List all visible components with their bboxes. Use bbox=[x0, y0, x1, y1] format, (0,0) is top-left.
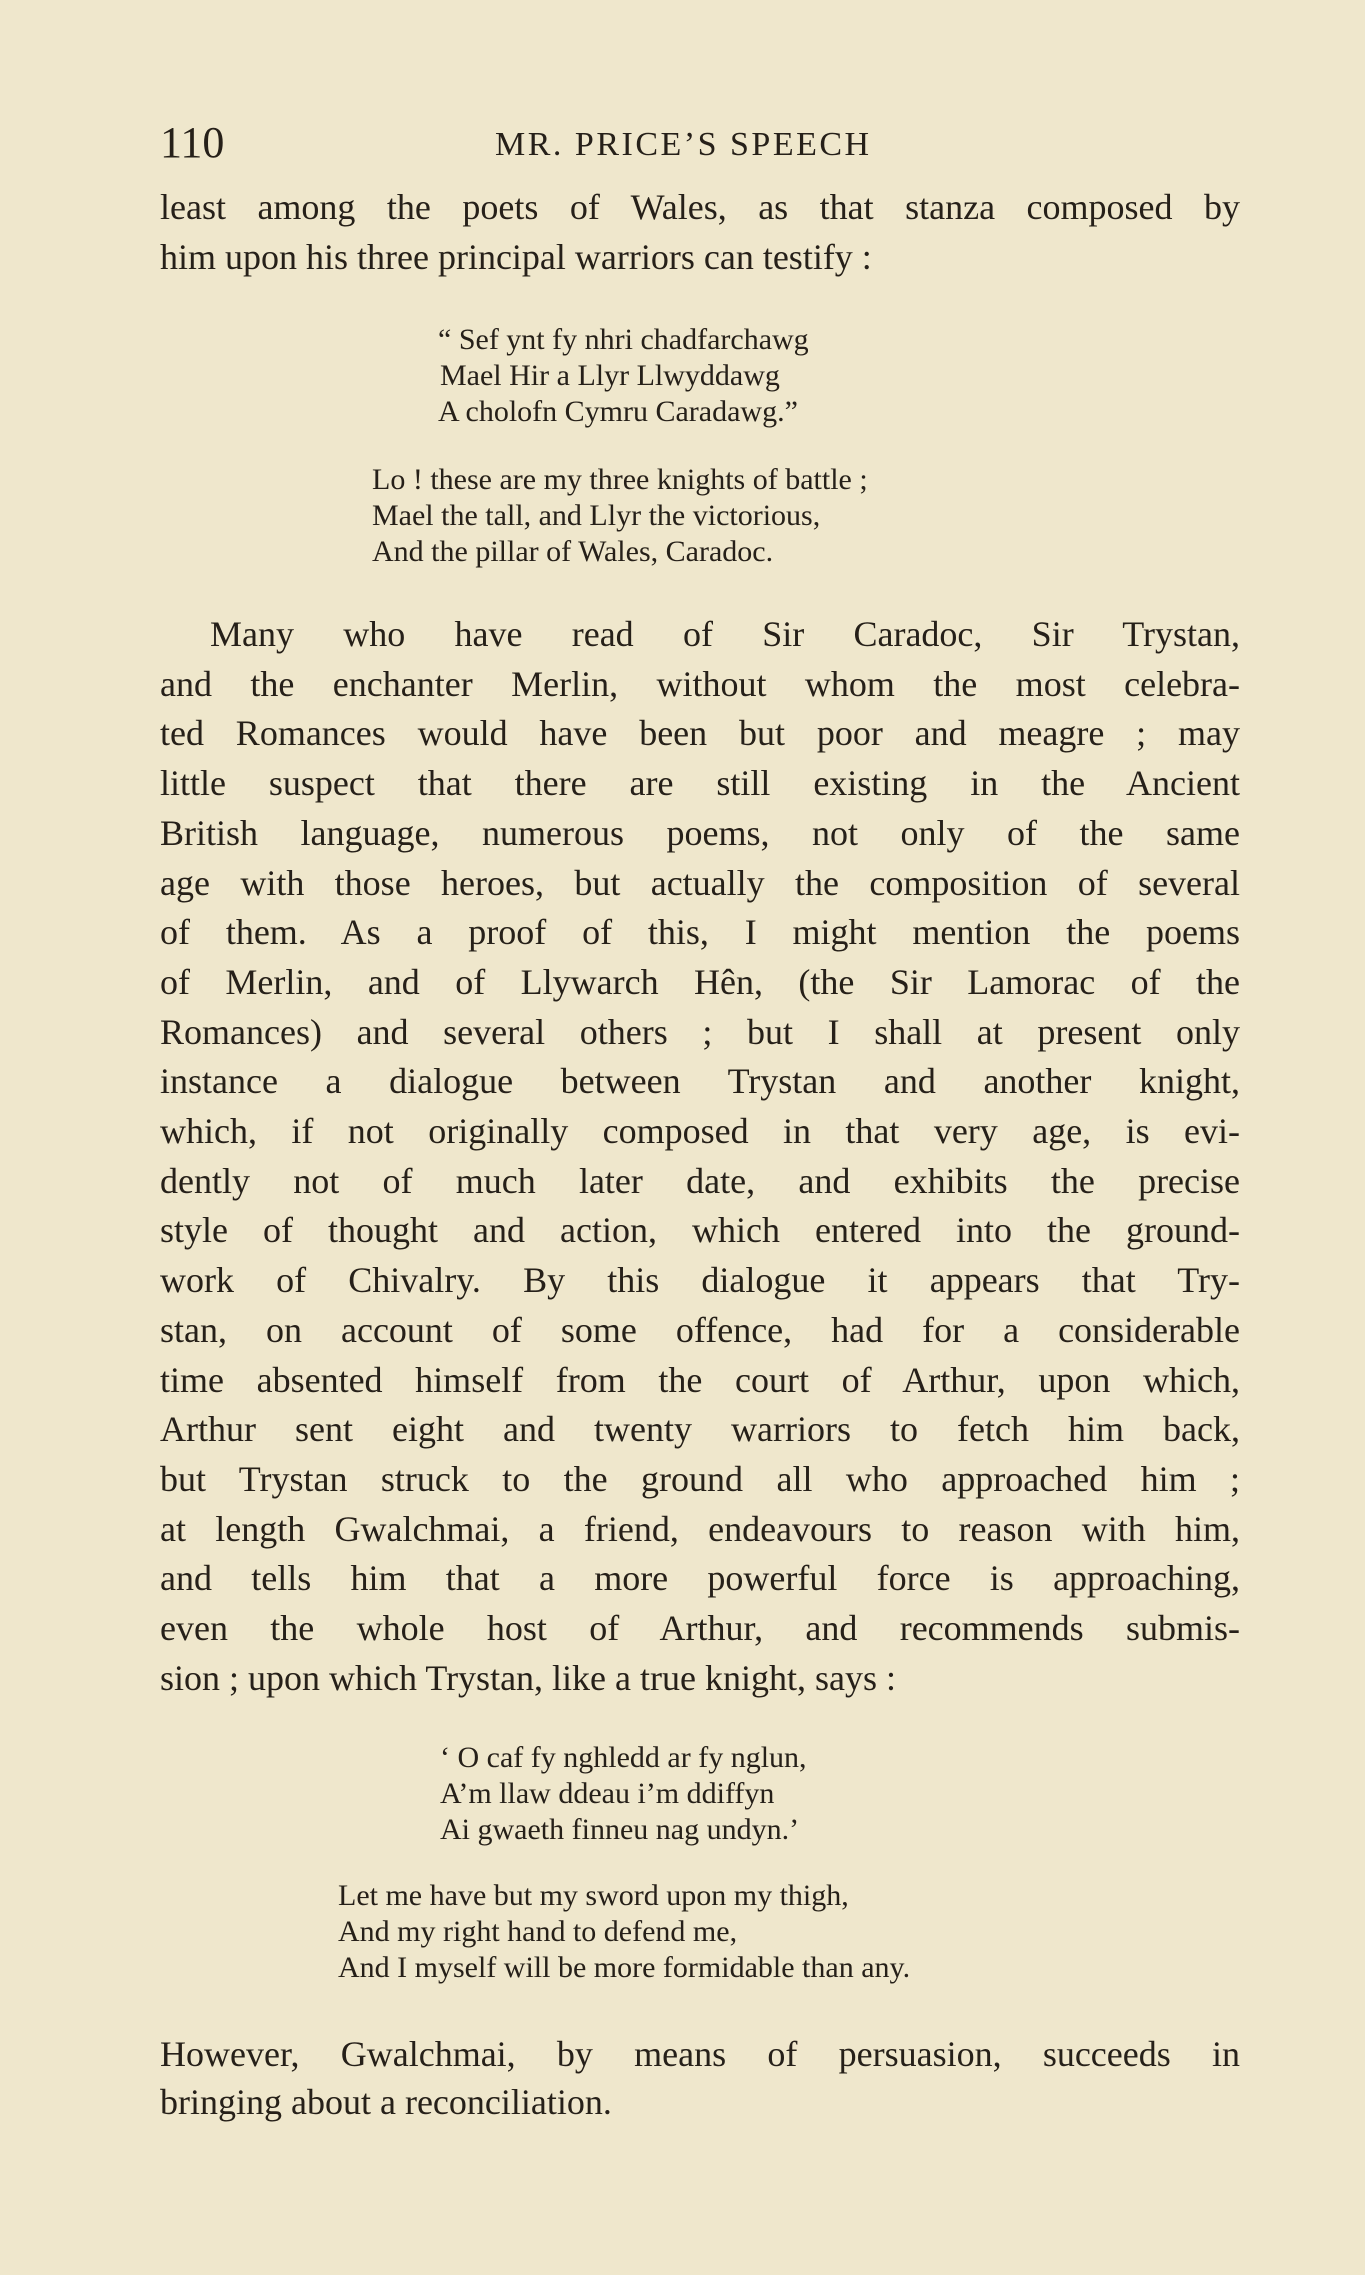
text-line: little suspect that there are still existing in the Ancient bbox=[160, 763, 1240, 804]
text-line: Arthur sent eight and twenty warriors to fetch him back, bbox=[160, 1409, 1240, 1450]
english-verse-1 bbox=[372, 462, 868, 570]
text-line: least among the poets of Wales, as that stanza composed by bbox=[160, 187, 1240, 227]
text-line: age with those heroes, but actually the composition of several bbox=[160, 862, 1240, 903]
verse-line: Mael Hir a Llyr Llwyddawg bbox=[440, 359, 780, 392]
text-line: sion ; upon which Trystan, like a true knight, says : bbox=[160, 1657, 896, 1698]
text-line: work of Chivalry. By this dialogue it appears that Try- bbox=[160, 1260, 1240, 1301]
verse-line: And my right hand to defend me, bbox=[338, 1915, 738, 1948]
text-line: Romances) and several others ; but I shall at present only bbox=[160, 1011, 1240, 1052]
verse-line: ‘ O caf fy nghledd ar fy nglun, bbox=[440, 1741, 807, 1774]
text-line: However, Gwalchmai, by means of persuasion, succeeds in bbox=[160, 2034, 1240, 2074]
verse-line: And I myself will be more formidable than any. bbox=[338, 1951, 911, 1984]
page-header bbox=[160, 118, 1250, 168]
text-line: of Merlin, and of Llywarch Hên, (the Sir Lamorac of the bbox=[160, 961, 1240, 1002]
text-line: but Trystan struck to the ground all who approached him ; bbox=[160, 1458, 1240, 1499]
text-line: of them. As a proof of this, I might mention the poems bbox=[160, 912, 1240, 953]
text-line: style of thought and action, which entered into the ground- bbox=[160, 1210, 1240, 1251]
verse-line: A’m llaw ddeau i’m ddiffyn bbox=[440, 1777, 775, 1810]
text-line: British language, numerous poems, not only of the same bbox=[160, 812, 1240, 853]
welsh-verse-1 bbox=[438, 322, 809, 430]
text-line: time absented himself from the court of Arthur, upon which, bbox=[160, 1359, 1240, 1400]
running-head: MR. PRICE’S SPEECH bbox=[495, 126, 872, 163]
paragraph-end bbox=[160, 2030, 1240, 2126]
paragraph-top bbox=[160, 182, 1240, 282]
verse-line: Lo ! these are my three knights of battle ; bbox=[372, 463, 868, 496]
text-line: bringing about a reconciliation. bbox=[160, 2082, 612, 2122]
welsh-verse-2 bbox=[440, 1740, 807, 1848]
verse-line: Ai gwaeth finneu nag undyn.’ bbox=[440, 1813, 800, 1846]
text-line: even the whole host of Arthur, and recommends submis- bbox=[160, 1608, 1240, 1649]
verse-line: And the pillar of Wales, Caradoc. bbox=[372, 535, 774, 568]
text-line: stan, on account of some offence, had for a considerable bbox=[160, 1309, 1240, 1350]
text-line: which, if not originally composed in that very age, is evi- bbox=[160, 1111, 1240, 1152]
verse-line: A cholofn Cymru Caradawg.” bbox=[438, 395, 798, 428]
paragraph-main bbox=[160, 610, 1240, 1703]
text-line: and tells him that a more powerful force is approaching, bbox=[160, 1558, 1240, 1599]
text-line: Many who have read of Sir Caradoc, Sir Trystan, bbox=[210, 614, 1240, 654]
text-line: ted Romances would have been but poor and meagre ; may bbox=[160, 713, 1240, 754]
text-line: dently not of much later date, and exhibits the precise bbox=[160, 1160, 1240, 1201]
english-verse-2 bbox=[338, 1878, 910, 1986]
verse-line: Let me have but my sword upon my thigh, bbox=[338, 1879, 849, 1912]
text-line: him upon his three principal warriors can testify : bbox=[160, 237, 872, 277]
page-number: 110 bbox=[160, 118, 225, 167]
text-line: instance a dialogue between Trystan and another knight, bbox=[160, 1061, 1240, 1102]
text-line: and the enchanter Merlin, without whom the most celebra- bbox=[160, 663, 1240, 704]
verse-line: Mael the tall, and Llyr the victorious, bbox=[372, 499, 821, 532]
text-line: at length Gwalchmai, a friend, endeavours to reason with him, bbox=[160, 1508, 1240, 1549]
verse-line: “ Sef ynt fy nhri chadfarchawg bbox=[438, 323, 809, 356]
